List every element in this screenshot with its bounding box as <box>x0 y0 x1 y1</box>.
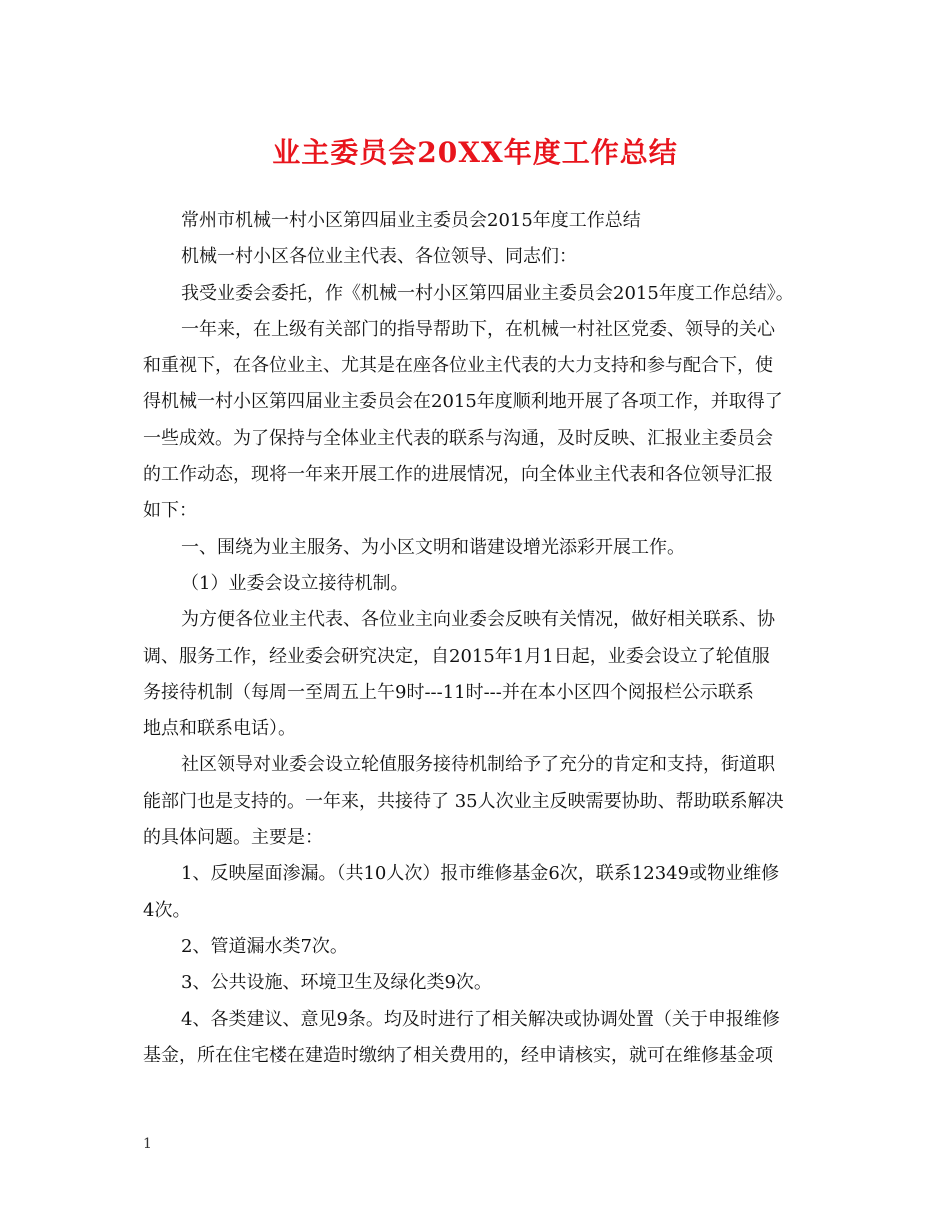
text-line: 4次。 <box>143 899 191 921</box>
text-line: 为方便各位业主代表、各位业主向业委会反映有关情况，做好相关联系、协 <box>181 609 775 631</box>
text-line: 能部门也是支持的。一年来，共接待了 35人次业主反映需要协助、帮助联系解决 <box>143 790 784 812</box>
text-line: 得机械一村小区第四届业主委员会在2015年度顺利地开展了各项工作，并取得了 <box>143 391 783 413</box>
text-line: 务接待机制（每周一至周五上午9时---11时---并在本小区四个阅报栏公示联系 <box>143 681 754 703</box>
text-line: 地点和联系电话）。 <box>143 718 296 740</box>
text-line: 机械一村小区各位业主代表、各位领导、同志们： <box>181 246 577 268</box>
text-line: 2、管道漏水类7次。 <box>181 935 348 957</box>
page-number: 1 <box>143 1136 152 1152</box>
text-line: 的工作动态，现将一年来开展工作的进展情况，向全体业主代表和各位领导汇报 <box>143 464 773 486</box>
text-line: 一些成效。为了保持与全体业主代表的联系与沟通，及时反映、汇报业主委员会 <box>143 427 773 449</box>
text-line: 4、各类建议、意见9条。均及时进行了相关解决或协调处置（关于申报维修 <box>181 1008 780 1030</box>
text-line: 一年来，在上级有关部门的指导帮助下，在机械一村社区党委、领导的关心 <box>181 318 775 340</box>
document-body <box>143 203 815 1074</box>
text-line: 和重视下，在各位业主、尤其是在座各位业主代表的大力支持和参与配合下，使 <box>143 355 773 377</box>
text-line: 3、公共设施、环境卫生及绿化类9次。 <box>181 972 492 994</box>
text-line: （1）业委会设立接待机制。 <box>181 572 409 594</box>
document-title: 业主委员会20XX年度工作总结 <box>272 136 678 169</box>
text-line: 的具体问题。主要是： <box>143 827 323 849</box>
text-line: 1、反映屋面渗漏。（共10人次）报市维修基金6次，联系12349或物业维修 <box>181 863 780 885</box>
text-line: 我受业委会委托，作《机械一村小区第四届业主委员会2015年度工作总结》。 <box>181 282 794 304</box>
text-line: 如下： <box>143 500 197 522</box>
text-line: 常州市机械一村小区第四届业主委员会2015年度工作总结 <box>181 210 641 231</box>
text-line: 基金，所在住宅楼在建造时缴纳了相关费用的，经申请核实，就可在维修基金项 <box>143 1044 773 1066</box>
text-line: 社区领导对业委会设立轮值服务接待机制给予了充分的肯定和支持，街道职 <box>181 754 775 776</box>
text-line: 一、围绕为业主服务、为小区文明和谐建设增光添彩开展工作。 <box>181 536 685 558</box>
text-line: 调、服务工作，经业委会研究决定，自2015年1月1日起，业委会设立了轮值服 <box>143 645 770 667</box>
